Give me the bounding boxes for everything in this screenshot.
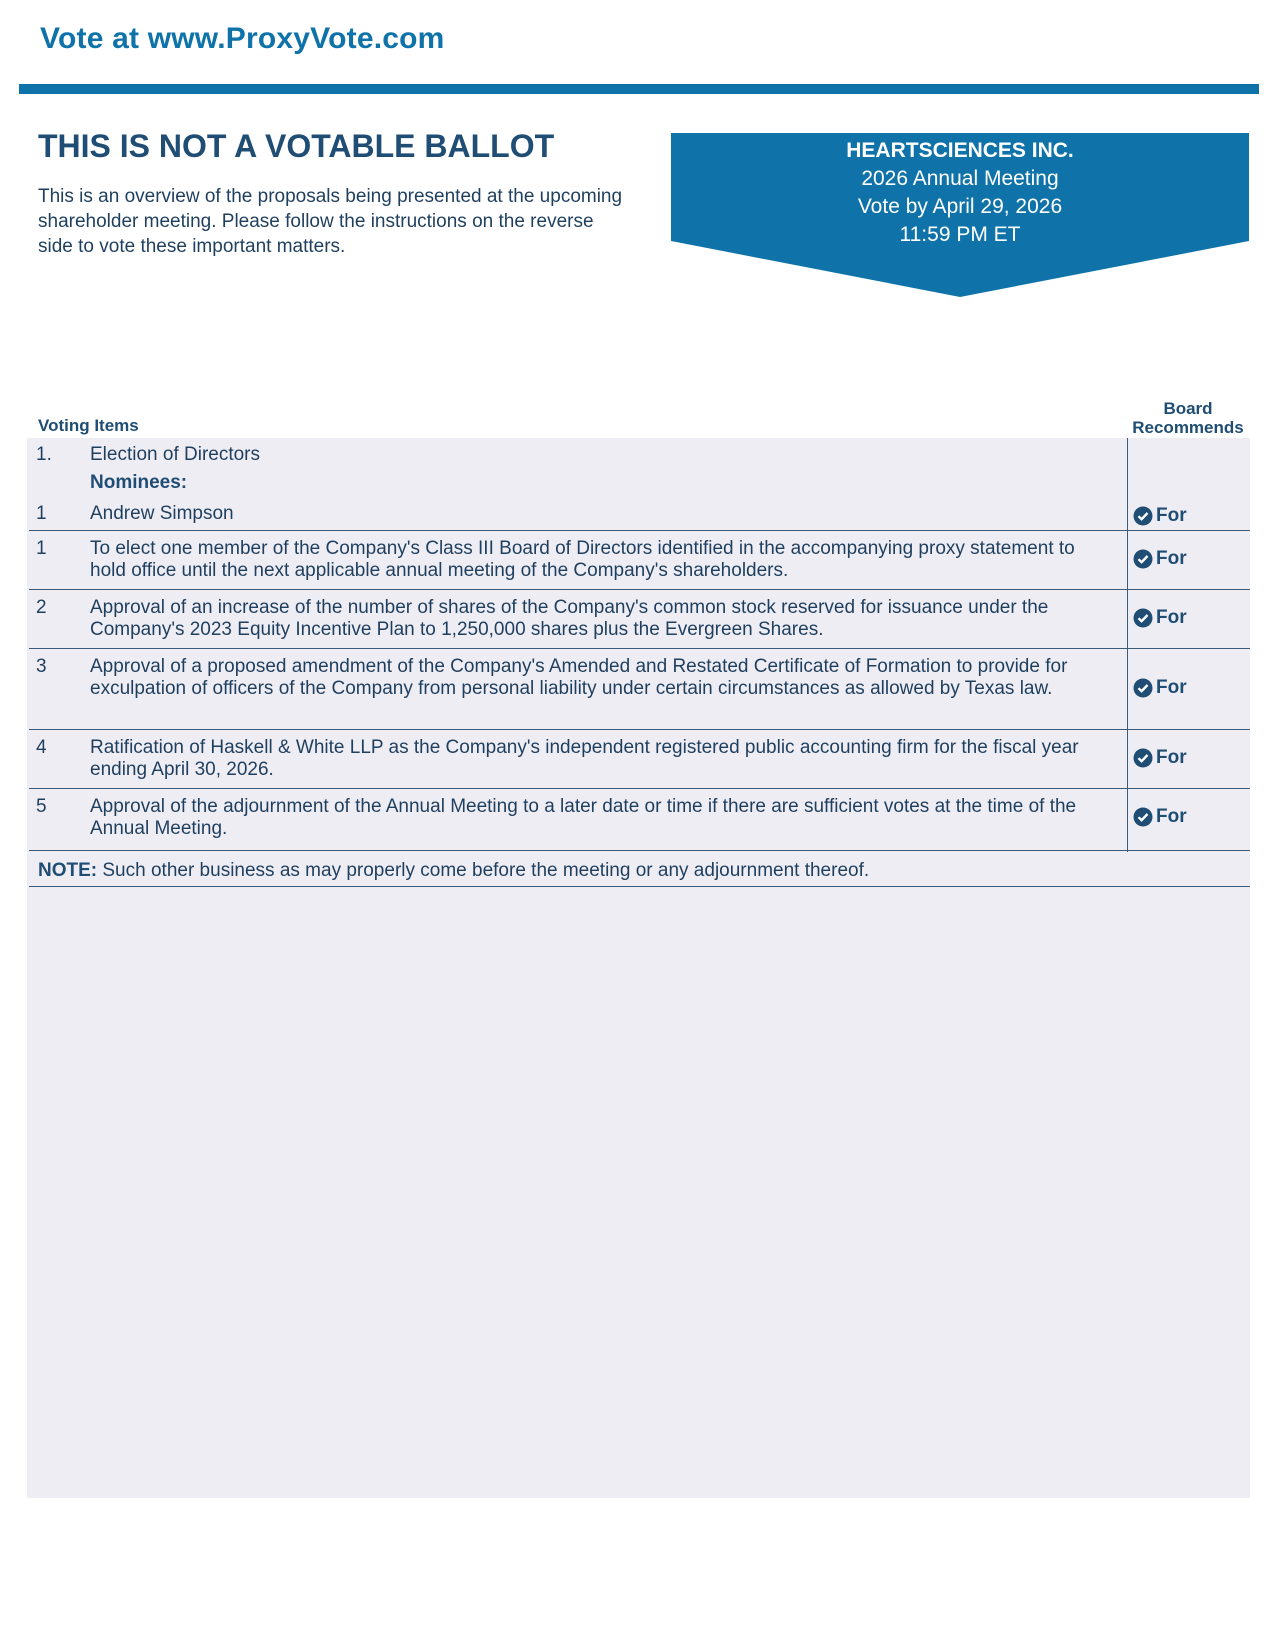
proposal-recommendation xyxy=(1133,806,1187,828)
row-divider xyxy=(29,850,1250,851)
note-divider xyxy=(29,886,1250,887)
intro-text: This is an overview of the proposals being presented at the upcoming shareholder meeting. Please follow the instructions on the reverse side to vote these important matters. xyxy=(38,186,623,257)
recommendation-label: For xyxy=(1156,806,1187,827)
proposal-recommendation xyxy=(1133,548,1187,570)
page-title: THIS IS NOT A VOTABLE BALLOT xyxy=(38,128,555,164)
election-title: Election of Directors xyxy=(90,444,261,465)
header-divider xyxy=(19,84,1259,94)
check-circle-icon xyxy=(1133,608,1153,628)
voting-items-header: Voting Items xyxy=(38,416,139,435)
proposal-recommendation xyxy=(1133,607,1187,629)
vote-link[interactable]: Vote at www.ProxyVote.com xyxy=(40,22,445,55)
check-circle-icon xyxy=(1133,748,1153,768)
proposal-text: Approval of an increase of the number of shares of the Company's common stock reserved for issuance under the Company's 2023 Equity Incentive Plan to 1,250,000 shares plus the Evergreen Shares. xyxy=(90,597,1049,640)
recommendation-label: For xyxy=(1156,677,1187,698)
row-divider xyxy=(29,729,1250,730)
row-divider xyxy=(29,788,1250,789)
check-circle-icon xyxy=(1133,807,1153,827)
election-number: 1. xyxy=(36,444,52,465)
vote-deadline-time: 11:59 PM ET xyxy=(899,223,1021,246)
proposal-number: 5 xyxy=(36,796,47,817)
recommendation-label: For xyxy=(1156,747,1187,768)
proposal-number: 1 xyxy=(36,538,47,559)
proposal-text: Approval of the adjournment of the Annual Meeting to a later date or time if there are sufficient votes at the time of the Annual Meeting. xyxy=(90,796,1077,839)
proposal-number: 2 xyxy=(36,597,47,618)
note-text: Such other business as may properly come before the meeting or any adjournment thereof. xyxy=(97,860,870,881)
note xyxy=(38,860,869,882)
nominee-number: 1 xyxy=(36,503,47,524)
proposal-number: 4 xyxy=(36,737,47,758)
column-divider xyxy=(1127,438,1128,852)
proposal-number: 3 xyxy=(36,656,47,677)
proposal-recommendation xyxy=(1133,677,1187,699)
proposal-text: To elect one member of the Company's Class III Board of Directors identified in the accompanying proxy statement to hold office until the next applicable annual meeting of the Company's shareholders. xyxy=(90,538,1075,581)
row-divider xyxy=(29,648,1250,649)
nominee-name: Andrew Simpson xyxy=(90,503,234,524)
meeting-name: 2026 Annual Meeting xyxy=(861,167,1059,190)
recommendation-label: For xyxy=(1156,505,1187,526)
company-name: HEARTSCIENCES INC. xyxy=(846,139,1074,162)
recommendation-label: For xyxy=(1156,607,1187,628)
check-circle-icon xyxy=(1133,506,1153,526)
meeting-banner xyxy=(671,133,1249,297)
board-header-line1: Board xyxy=(1163,399,1213,418)
board-recommends-header xyxy=(1126,399,1250,437)
row-divider xyxy=(29,530,1250,531)
proposal-text: Approval of a proposed amendment of the Company's Amended and Restated Certificate of Formation to provide for exculpation of officers of the Company from personal liability under certain circumstances as allowed by Texas law. xyxy=(90,656,1068,699)
note-label: NOTE: xyxy=(38,860,98,881)
vote-deadline: Vote by April 29, 2026 xyxy=(857,195,1063,218)
nominees-label: Nominees: xyxy=(90,472,188,493)
proposal-text: Ratification of Haskell & White LLP as the Company's independent registered public accounting firm for the fiscal year ending April 30, 2026. xyxy=(90,737,1079,780)
recommendation-label: For xyxy=(1156,548,1187,569)
row-divider xyxy=(29,589,1250,590)
check-circle-icon xyxy=(1133,678,1153,698)
proposal-recommendation xyxy=(1133,747,1187,769)
check-circle-icon xyxy=(1133,549,1153,569)
nominee-recommendation xyxy=(1133,505,1187,527)
board-header-line2: Recommends xyxy=(1132,418,1244,437)
